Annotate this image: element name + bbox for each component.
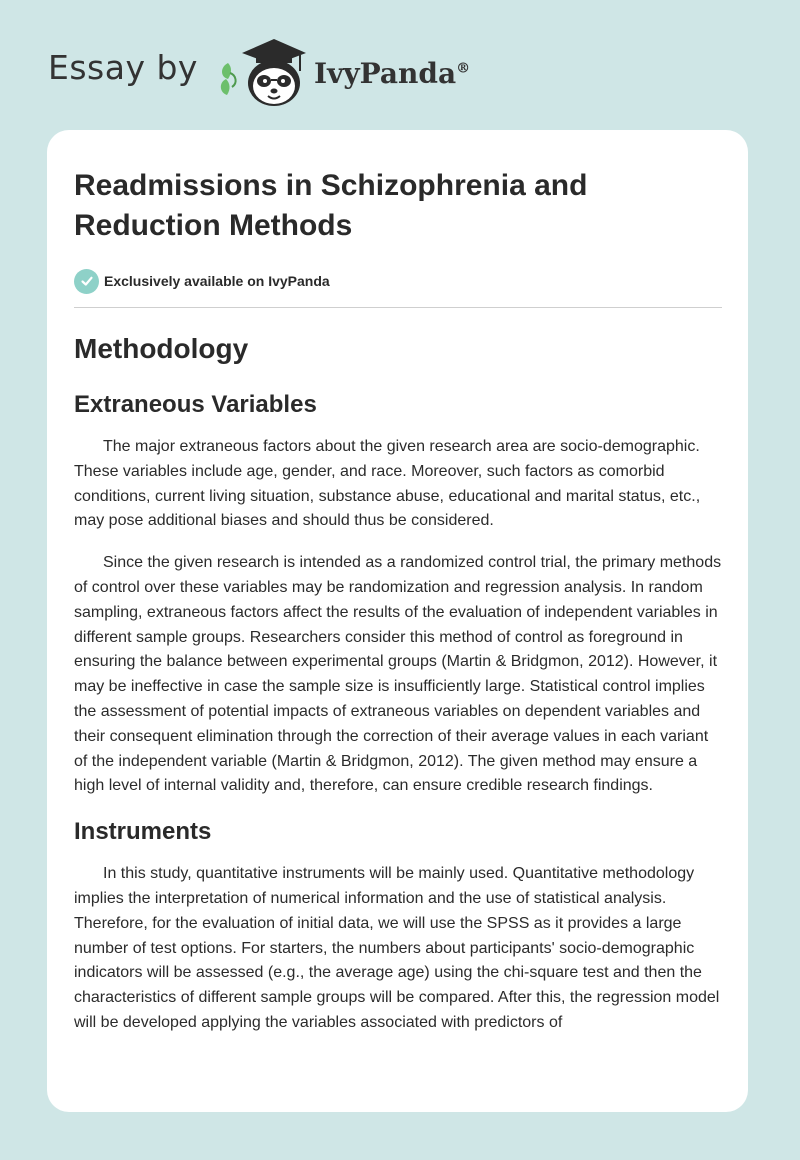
article-card: [47, 130, 748, 1112]
paragraph: Since the given research is intended as a randomized control trial, the primary methods of control over these variables may be randomization and regression analysis. In random sampling, extraneous factors affect the results of the evaluation of independent variables in different sample groups. Researchers consider this method of control as foreground in ensuring the balance between experimental groups (Martin & Bridgmon, 2012). However, it may be ineffective in case the sample size is insufficiently large. Statistical control implies the assessment of potential impacts of extraneous variables on dependent variables and their consequent elimination through the correction of their average values in each variant of the independent variable (Martin & Bridgmon, 2012). The given method may ensure a high level of internal validity and, therefore, can ensure credible research findings.: [74, 554, 722, 795]
brand-text: IvyPanda: [313, 56, 457, 90]
divider: [74, 307, 722, 308]
paragraph: The major extraneous factors about the given research area are socio-demographic. These variables include age, gender, and race. Moreover, such factors as comorbid conditions, current living situation, substance abuse, educational and marital status, etc., may pose additional biases and should thus be considered.: [74, 438, 701, 530]
paragraph: In this study, quantitative instruments will be mainly used. Quantitative methodology implies the interpretation of numerical information and the use of statistical analysis. Therefore, for the evaluation of initial data, we will use the SPSS as it provides a large number of test options. For starters, the numbers about participants' socio-demographic indicators will be assessed (e.g., the average age) using the chi-square test and then the characteristics of different sample groups will be compared. After this, the regression model will be developed applying the variables associated with predictors of: [74, 865, 720, 1031]
panda-graduate-icon: [212, 33, 308, 109]
exclusive-label: Exclusively available on IvyPanda: [104, 273, 330, 289]
subsection-heading: Extraneous Variables: [74, 391, 317, 418]
site-header: [48, 36, 470, 106]
brand-name: [314, 57, 470, 90]
ivypanda-logo[interactable]: [212, 33, 470, 109]
subsection-heading: Instruments: [74, 818, 212, 846]
article-title: Readmissions in Schizophrenia and Reduction Methods: [74, 169, 588, 242]
registered-mark: ®: [456, 60, 471, 77]
check-icon: [74, 269, 99, 294]
essay-by-label: Essay by: [48, 47, 198, 87]
exclusive-badge: [74, 268, 722, 294]
section-heading: Methodology: [74, 333, 249, 364]
